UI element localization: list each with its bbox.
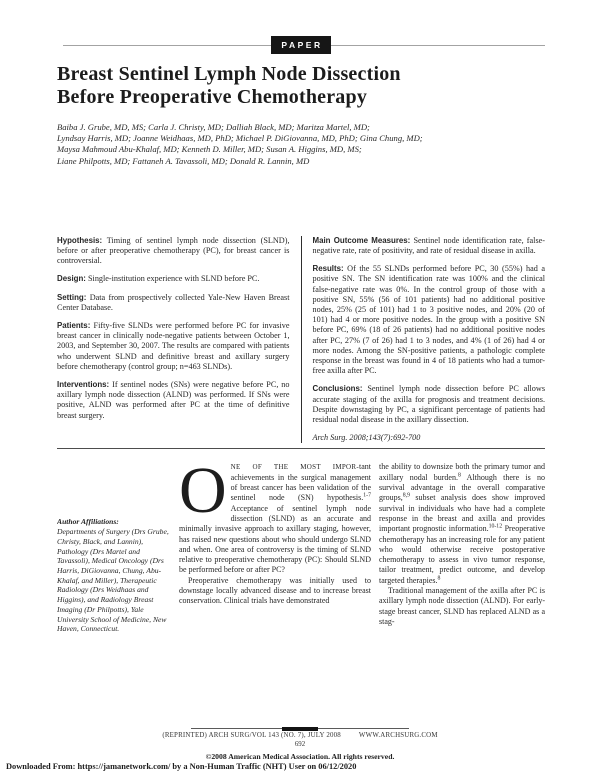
affiliations-text: Departments of Surgery (Drs Grube, Christy, Black, and Lannin), Pathology (Drs Martel and Tavassoli), Medical Oncology (Drs Harris, DiGiovanna, Chung, Abu-Khalaf, and Miller), Therapeutic Radiology (Drs Weidhaas and Higgins), and Radiology Breast Imaging (Dr Philpotts), Yale University School of Medicine, New Haven, Connecticut. [57,527,169,634]
author-line: Liane Philpotts, MD; Fattaneh A. Tavassoli, MD; Donald R. Lannin, MD [57,155,310,166]
author-line: Lyndsay Harris, MD; Joanne Weidhaas, MD, PhD; Michael P. DiGiovanna, MD, PhD; Gina Chung, MD; [57,133,423,144]
running-footer [0,732,600,739]
abstract-hypothesis: Hypothesis: Timing of sentinel lymph node dissection (SLND), before or after preoperative chemotherapy (PC), for breast cancer is controversial. [57,235,290,266]
article-body [57,462,545,670]
abstract-design: Design: Single-institution experience with SLND before PC. [57,274,260,284]
author-affiliations [57,462,171,670]
abstract-interventions: Interventions: If sentinel nodes (SNs) were negative before PC, no axillary lymph node dissection (ALND) was performed. If SNs were positive, ALND was performed after PC at the time of definitive breast surgery. [57,380,290,420]
body-paragraph: Preoperative chemotherapy was initially used to downstage locally advanced disease and to increase breast conservation. Clinical trials have demonstrated [179,575,371,606]
reprint-citation: (REPRINTED) ARCH SURG/VOL 143 (NO. 7), JULY 2008 [162,732,341,739]
abstract-left-column [57,236,290,444]
header-rule [57,36,545,54]
page-number: 692 [294,741,306,748]
abstract-conclusions: Conclusions: Sentinel lymph node dissection before PC allows accurate staging of the axilla for prognosis and treatment decisions. Despite downstaging by PC, a significant percentage of patients had residual nodal disease in the axillary dissection. [312,384,545,425]
body-paragraph: Traditional management of the axilla after PC is axillary lymph node dissection (ALND). For early-stage breast cancer, SLND has replaced ALND as a stag- [379,586,545,626]
body-paragraph-opening [179,462,371,575]
footer-rule [191,728,409,729]
author-line: Maysa Mahmoud Abu-Khalaf, MD; Kenneth D. Miller, MD; Susan A. Higgins, MD, MS; [57,144,362,155]
copyright-notice: ©2008 American Medical Association. All rights reserved. [205,752,395,761]
abstract-setting: Setting: Data from prospectively collected Yale-New Haven Breast Center Database. [57,292,290,312]
opening-paragraph-text: tant achievements in the surgical management of breast cancer has been validation of the sentinel node (SN) hypothesis.$^{1-7}$ Acceptance of sentinel lymph node dissection (SLND) as an accurate and minimally invasive approach to axillary staging, however, has raised new questions about who should undergo SLND and when. One area of controversy is the timing of SLND relative to preoperative chemotherapy (PC): Should SLND be performed before or after PC? [179,462,371,575]
footer-center-bar [282,727,318,732]
abstract-patients: Patients: Fifty-five SLNDs were performed before PC for invasive breast cancer in clinically node-negative patients between October 1, 2003, and September 30, 2007. The results are compared with patients who underwent SLND and definitive breast and axillary surgery before chemotherapy (control group; n=463 SLNDs). [57,321,290,371]
abstract-results: Results: Of the 55 SLNDs performed before PC, 30 (55%) had a positive SN. The SN identification rate was 100% and the clinical false-negative rate was 0%. In the control group of those with a positive SN, 55% (56 of 101 patients) had no additional positive nodes, 25% (25 of 101) had 1 to 3 positive nodes, and 20% (20 of 101) had 4 or more positive nodes. In the group with a positive SN before PC, 69% (18 of 26 patients) had no additional positive nodes after PC, 27% (7 of 26) had 1 to 3 nodes, and 4% (1 of 26) had 4 or more nodes. Among the SN-positive patients, a pathologic complete response in the breast was found in 4 of 18 patients who had a tumor-free axilla after PC. [312,264,545,376]
journal-website: WWW.ARCHSURG.COM [358,732,438,739]
affiliations-label: Author Affiliations: [57,517,119,527]
dropcap-letter: O [179,462,227,528]
author-byline [57,122,545,167]
body-paragraph: the ability to downsize both the primary tumor and axillary nodal burden.$^8$ Although there is no survival advantage in the overall comparative groups,$^{8,9}$ subset analysis does show improved survival in individuals who have had a complete response in the breast and axilla and provides important prognostic information.$^{10-12}$ Preoperative chemotherapy has an increasing role for any patient who would otherwise receive postoperative chemotherapy to assess in vivo tumor response, tailor treatment, predict outcome, and develop targeted therapies.$^8$ [379,462,545,585]
structured-abstract [57,236,545,444]
abstract-column-divider [301,236,302,444]
journal-citation: Arch Surg. 2008;143(7):692-700 [312,433,421,443]
paper-badge: PAPER [271,36,331,54]
body-column-1 [179,462,371,670]
author-line: Baiba J. Grube, MD, MS; Carla J. Christy, MD; Dalliah Black, MD; Maritza Martel, MD; [57,122,370,132]
title-line-1: Breast Sentinel Lymph Node Dissection [57,63,401,85]
abstract-main-outcome-measures: Main Outcome Measures: Sentinel node identification rate, false-negative rate, rate of positivity, and rate of residual disease in axilla. [312,235,545,256]
opening-smallcaps: NE OF THE MOST IMPOR- [230,463,359,472]
abstract-body-divider [57,448,545,449]
title-line-2: Before Preoperative Chemotherapy [57,86,368,108]
download-stamp: Downloaded From: https://jamanetwork.com/ by a Non-Human Traffic (NHT) User on 06/12/2020 [6,762,357,771]
article-title [57,63,545,109]
body-column-2 [379,462,545,670]
abstract-right-column [313,236,546,444]
